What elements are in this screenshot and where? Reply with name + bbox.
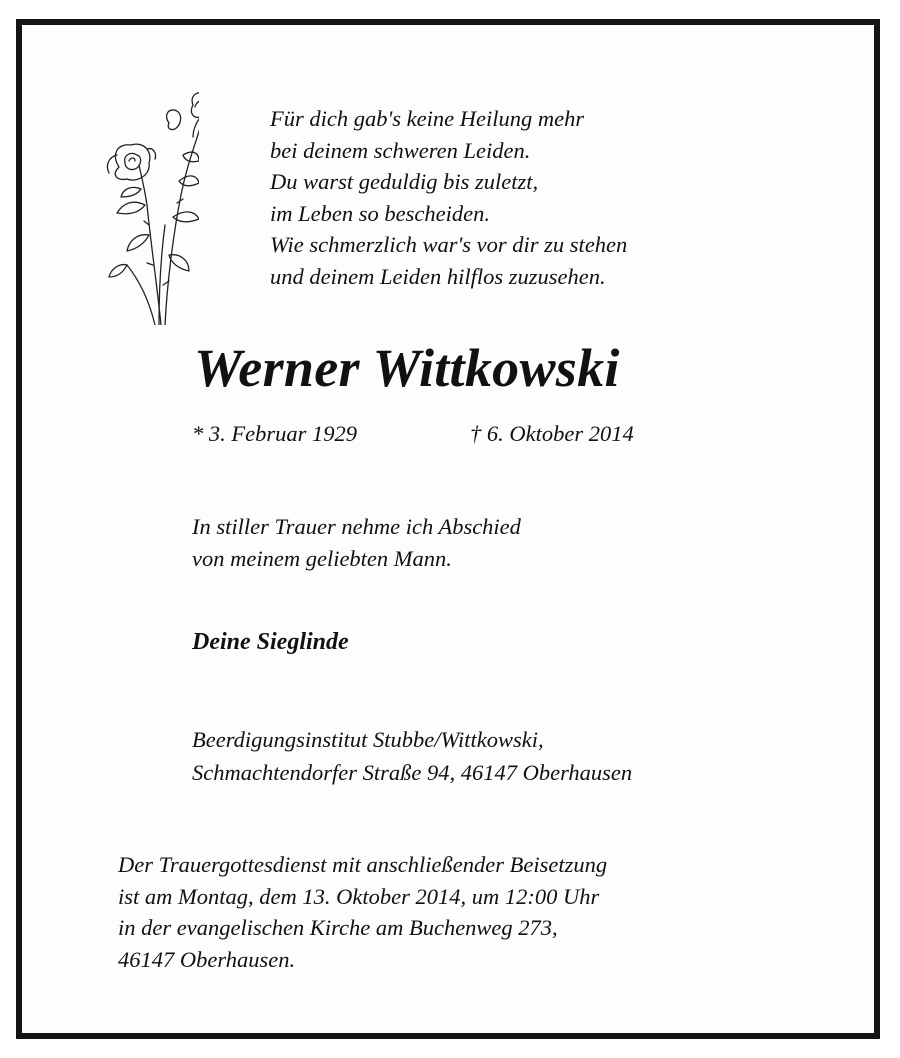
death-date: † 6. Oktober 2014	[470, 421, 634, 446]
poem-line: und deinem Leiden hilflos zuzusehen.	[270, 263, 606, 289]
poem-line: Für dich gab's keine Heilung mehr	[270, 106, 585, 131]
birth-date: * 3. Februar 1929	[192, 421, 357, 446]
poem-line: Du warst geduldig bis zuletzt,	[270, 169, 539, 194]
funeral-home-address	[192, 723, 632, 789]
deceased-name: Werner Wittkowski	[194, 338, 620, 398]
roses-drawing-icon	[89, 85, 199, 325]
poem-line: bei deinem schweren Leiden.	[270, 137, 531, 163]
service-info	[118, 849, 607, 975]
service-line: 46147 Oberhausen.	[118, 946, 296, 972]
service-line: Der Trauergottesdienst mit anschließender Beisetzung	[118, 852, 608, 877]
farewell-line: von meinem geliebten Mann.	[192, 545, 452, 571]
farewell-text	[192, 511, 521, 574]
funeral-home-line: Beerdigungsinstitut Stubbe/Wittkowski,	[192, 727, 544, 752]
farewell-line: In stiller Trauer nehme ich Abschied	[192, 514, 521, 539]
service-line: in der evangelischen Kirche am Buchenweg 273,	[118, 915, 558, 940]
poem	[270, 103, 627, 292]
signature: Deine Sieglinde	[192, 629, 349, 655]
poem-line: im Leben so bescheiden.	[270, 200, 490, 226]
obituary-frame	[16, 19, 880, 1039]
service-line: ist am Montag, dem 13. Oktober 2014, um 12:00 Uhr	[118, 883, 600, 909]
poem-line: Wie schmerzlich war's vor dir zu stehen	[270, 232, 628, 257]
funeral-home-line: Schmachtendorfer Straße 94, 46147 Oberhausen	[192, 760, 633, 785]
